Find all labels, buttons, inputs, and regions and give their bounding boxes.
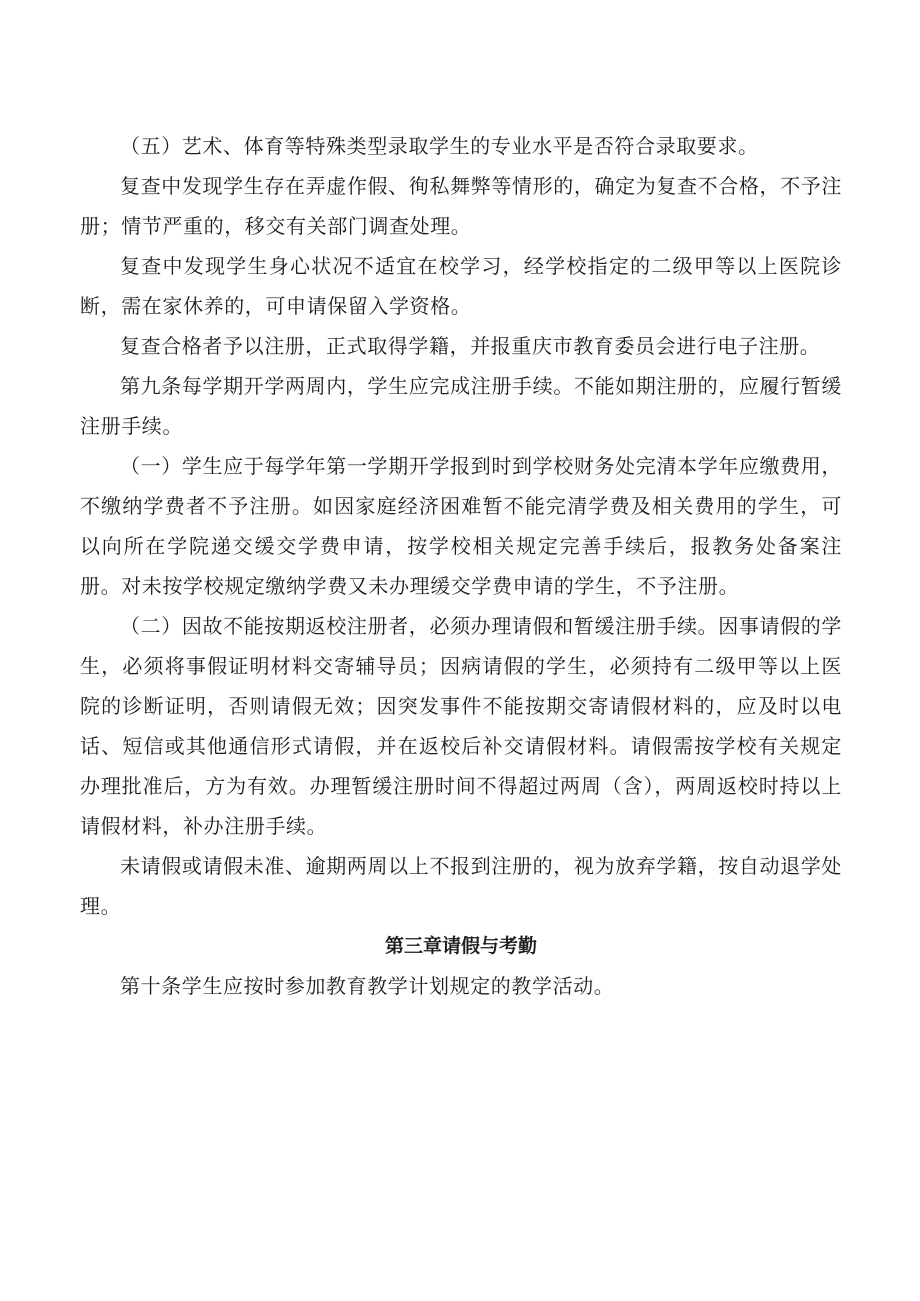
paragraph-item-2-leave: （二）因故不能按期返校注册者，必须办理请假和暂缓注册手续。因事请假的学生，必须将事假证明材料交寄辅导员；因病请假的学生，必须持有二级甲等以上医院的诊断证明，否则请假无效；因突发事件不能按期交寄请假材料的，应及时以电话、短信或其他通信形式请假，并在返校后补交请假材料。请假需按学校有关规定办理批准后，方为有效。办理暂缓注册时间不得超过两周（含），两周返校时持以上请假材料，补办注册手续。 xyxy=(80,614,842,838)
paragraph-health-reservation: 复查中发现学生身心状况不适宜在校学习，经学校指定的二级甲等以上医院诊断，需在家休养的，可申请保留入学资格。 xyxy=(80,254,842,318)
chapter-heading: 第三章请假与考勤 xyxy=(384,935,537,957)
paragraph-fraud-handling: 复查中发现学生存在弄虚作假、徇私舞弊等情形的，确定为复查不合格，不予注册；情节严重的，移交有关部门调查处理。 xyxy=(80,174,842,238)
paragraph-article-10: 第十条学生应按时参加教育教学计划规定的教学活动。 xyxy=(120,974,615,998)
paragraph-registration-qualified: 复查合格者予以注册，正式取得学籍，并报重庆市教育委员会进行电子注册。 xyxy=(120,334,821,358)
paragraph-item-1-fees: （一）学生应于每学年第一学期开学报到时到学校财务处完清本学年应缴费用，不缴纳学费者不予注册。如因家庭经济困难暂不能完清学费及相关费用的学生，可以向所在学院递交缓交学费申请，按学校相关规定完善手续后，报教务处备案注册。对未按学校规定缴纳学费又未办理缓交学费申请的学生，不予注册。 xyxy=(80,454,842,598)
paragraph-item-5-art-sports: （五）艺术、体育等特殊类型录取学生的专业水平是否符合录取要求。 xyxy=(120,134,759,158)
paragraph-unauthorized-absence: 未请假或请假未准、逾期两周以上不报到注册的，视为放弃学籍，按自动退学处理。 xyxy=(80,854,842,918)
paragraph-article-9: 第九条每学期开学两周内，学生应完成注册手续。不能如期注册的，应履行暂缓注册手续。 xyxy=(80,374,842,438)
document-body xyxy=(80,126,842,1006)
